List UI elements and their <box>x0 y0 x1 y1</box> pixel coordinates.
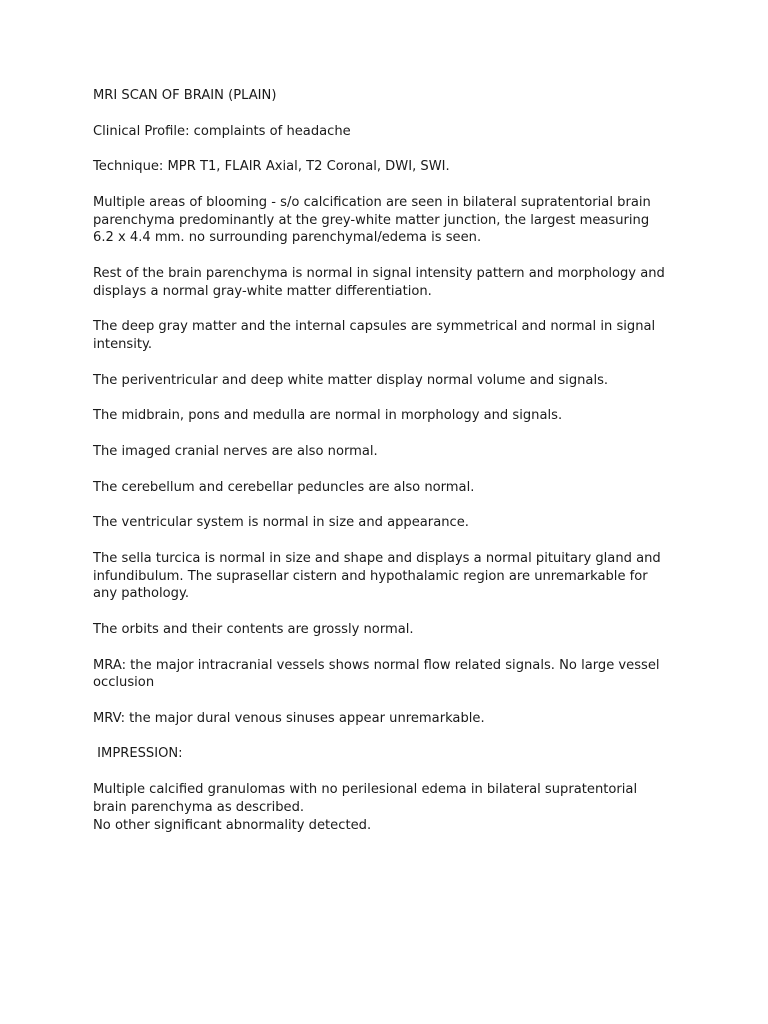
finding-paragraph: The midbrain, pons and medulla are normal in morphology and signals. <box>93 408 563 424</box>
finding-paragraph: The sella turcica is normal in size and shape and displays a normal pituitary gland and infundibulum. The suprasellar cistern and hypothalamic region are unremarkable for any pathology. <box>93 550 661 602</box>
technique: Technique: MPR T1, FLAIR Axial, T2 Coronal, DWI, SWI. <box>93 159 450 175</box>
finding-paragraph: The imaged cranial nerves are also normal. <box>93 443 378 459</box>
finding-paragraph: The orbits and their contents are grossly normal. <box>93 621 414 637</box>
finding-paragraph: The cerebellum and cerebellar peduncles are also normal. <box>93 479 475 495</box>
impression-heading: IMPRESSION: <box>93 746 183 762</box>
finding-paragraph: MRV: the major dural venous sinuses appear unremarkable. <box>93 710 485 726</box>
finding-paragraph: Multiple areas of blooming - s/o calcification are seen in bilateral supratentorial brain parenchyma predominantly at the grey-white matter junction, the largest measuring 6.2 x 4.4 mm. no surrounding parenchymal/edema is seen. <box>93 194 651 246</box>
finding-paragraph: The ventricular system is normal in size and appearance. <box>93 515 469 531</box>
report-title: MRI SCAN OF BRAIN (PLAIN) <box>93 88 277 103</box>
finding-paragraph: The deep gray matter and the internal capsules are symmetrical and normal in signal intensity. <box>93 319 656 353</box>
finding-paragraph: Rest of the brain parenchyma is normal in signal intensity pattern and morphology and displays a normal gray-white matter differentiation. <box>93 265 665 299</box>
clinical-profile: Clinical Profile: complaints of headache <box>93 123 351 139</box>
impression-line: Multiple calcified granulomas with no perilesional edema in bilateral supratentorial brain parenchyma as described. <box>93 782 638 815</box>
impression-line: No other significant abnormality detected. <box>93 817 372 833</box>
finding-paragraph: The periventricular and deep white matter display normal volume and signals. <box>93 372 609 388</box>
report-body <box>93 87 668 834</box>
finding-paragraph: MRA: the major intracranial vessels shows normal flow related signals. No large vessel occlusion <box>93 657 660 691</box>
